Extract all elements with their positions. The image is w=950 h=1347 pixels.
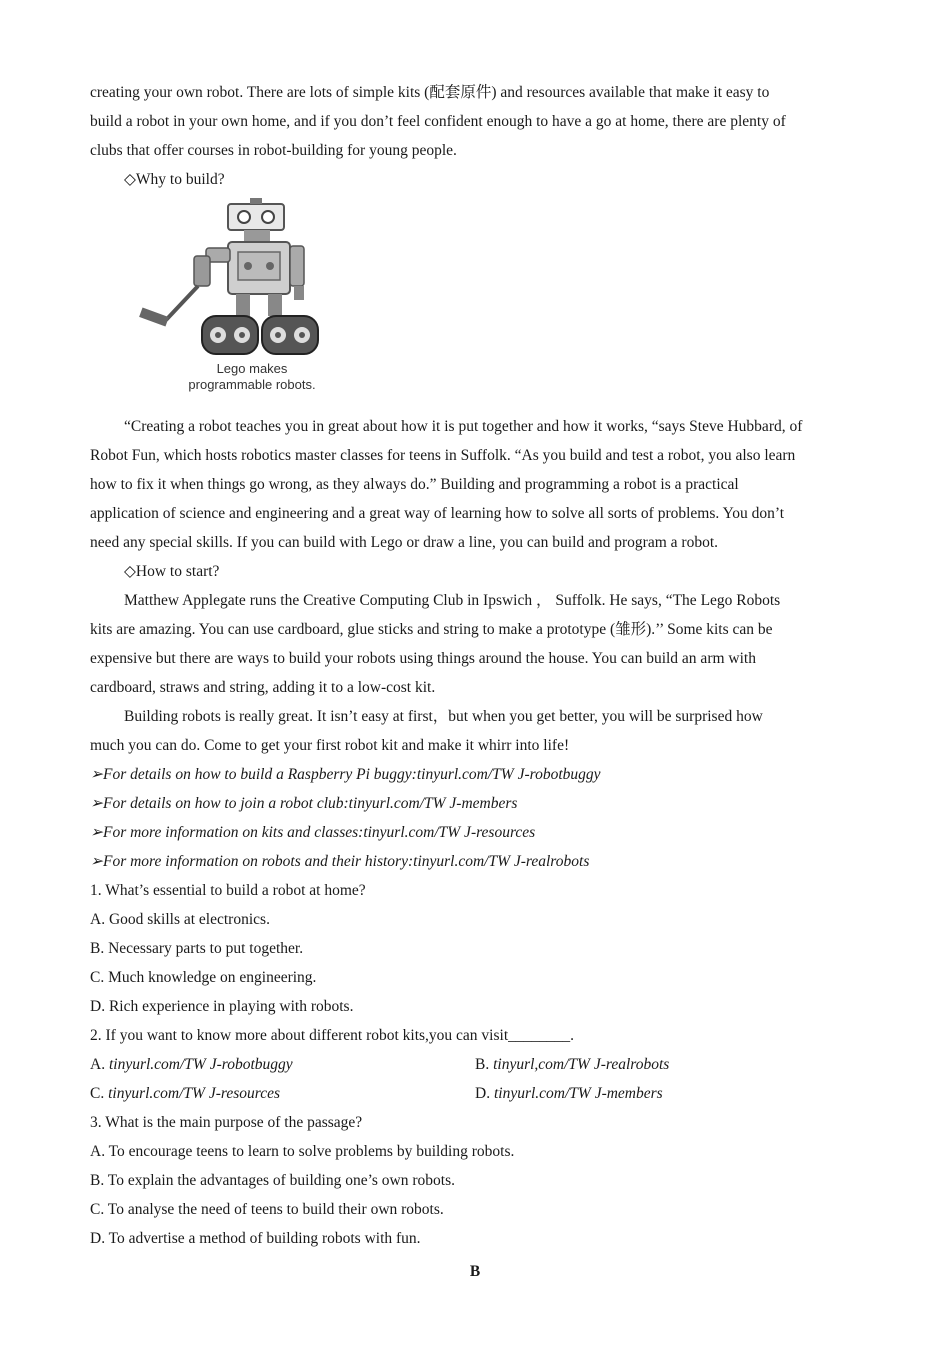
question-1-option-b: B. Necessary parts to put together. [90,940,304,957]
section-b-heading: B [469,1263,481,1280]
ending-line-2: much you can do. Come to get your first robot kit and make it whirr into life! [90,737,570,754]
link-resources: ➢For more information on kits and classes:tinyurl.com/TW J-resources [90,824,536,841]
question-2-option-c [90,1079,475,1108]
link-realrobots: ➢For more information on robots and their history:tinyurl.com/TW J-realrobots [90,853,590,870]
question-2-row-cd [90,1079,860,1108]
intro-line-3: clubs that offer courses in robot-building for young people. [90,142,457,159]
option-letter: D. [475,1085,494,1102]
question-3-option-a: A. To encourage teens to learn to solve problems by building robots. [90,1143,515,1160]
matthew-line-4: cardboard, straws and string, adding it to a low-cost kit. [90,679,436,696]
question-2-stem: 2. If you want to know more about different robot kits,you can visit________. [90,1027,575,1044]
option-letter: A. [90,1056,109,1073]
option-text: tinyurl.com/TW J-resources [108,1085,280,1102]
matthew-line-2: kits are amazing. You can use cardboard, glue sticks and string to make a prototype (雏形).’’ Some kits can be [90,621,773,638]
question-1-stem: 1. What’s essential to build a robot at home? [90,882,366,899]
figure-caption [172,361,332,393]
document-page [90,78,860,1286]
question-2-option-d [475,1079,860,1108]
option-text: tinyurl.com/TW J-members [493,1085,663,1102]
quote-line-1: “Creating a robot teaches you in great about how it is put together and how it works, “says Steve Hubbard, of [124,418,803,435]
quote-line-3: how to fix it when things go wrong, as they always do.” Building and programming a robot is a practical [90,476,739,493]
question-2-option-a [90,1050,475,1079]
link-robotbuggy: ➢For details on how to build a Raspberry Pi buggy:tinyurl.com/TW J-robotbuggy [90,766,601,783]
question-1-option-d: D. Rich experience in playing with robots. [90,998,354,1015]
question-1-option-c: C. Much knowledge on engineering. [90,969,317,986]
option-text: tinyurl.com/TW J-robotbuggy [108,1056,293,1073]
figure-caption-line-2: programmable robots. [188,377,316,392]
lego-robot-illustration [136,196,336,361]
section-heading-why: ◇Why to build? [124,171,225,188]
quote-line-2: Robot Fun, which hosts robotics master classes for teens in Suffolk. “As you build and test a robot, you also learn [90,447,796,464]
question-3-option-d: D. To advertise a method of building robots with fun. [90,1230,421,1247]
ending-line-1: Building robots is really great. It isn’t easy at first，but when you get better, you will be surprised how [124,708,763,725]
option-text: tinyurl,com/TW J-realrobots [493,1056,670,1073]
figure-caption-line-1: Lego makes [216,361,288,376]
intro-line-1: creating your own robot. There are lots of simple kits (配套原件) and resources available that make it easy to [90,84,770,101]
robot-figure [90,194,860,412]
option-letter: C. [90,1085,109,1102]
question-3-stem: 3. What is the main purpose of the passage? [90,1114,363,1131]
intro-line-2: build a robot in your own home, and if you don’t feel confident enough to have a go at home, there are plenty of [90,113,786,130]
quote-line-5: need any special skills. If you can build with Lego or draw a line, you can build and program a robot. [90,534,719,551]
question-3-option-c: C. To analyse the need of teens to build their own robots. [90,1201,444,1218]
link-members: ➢For details on how to join a robot club:tinyurl.com/TW J-members [90,795,518,812]
section-heading-how: ◇How to start? [124,563,220,580]
matthew-line-1: Matthew Applegate runs the Creative Computing Club in Ipswich ， Suffolk. He says, “The Lego Robots [124,592,781,609]
question-2-option-b [475,1050,860,1079]
question-1-option-a: A. Good skills at electronics. [90,911,270,928]
quote-line-4: application of science and engineering and a great way of learning how to solve all sorts of problems. You don’t [90,505,785,522]
option-letter: B. [475,1056,494,1073]
matthew-line-3: expensive but there are ways to build your robots using things around the house. You can build an arm with [90,650,756,667]
question-3-option-b: B. To explain the advantages of building one’s own robots. [90,1172,455,1189]
question-2-row-ab [90,1050,860,1079]
